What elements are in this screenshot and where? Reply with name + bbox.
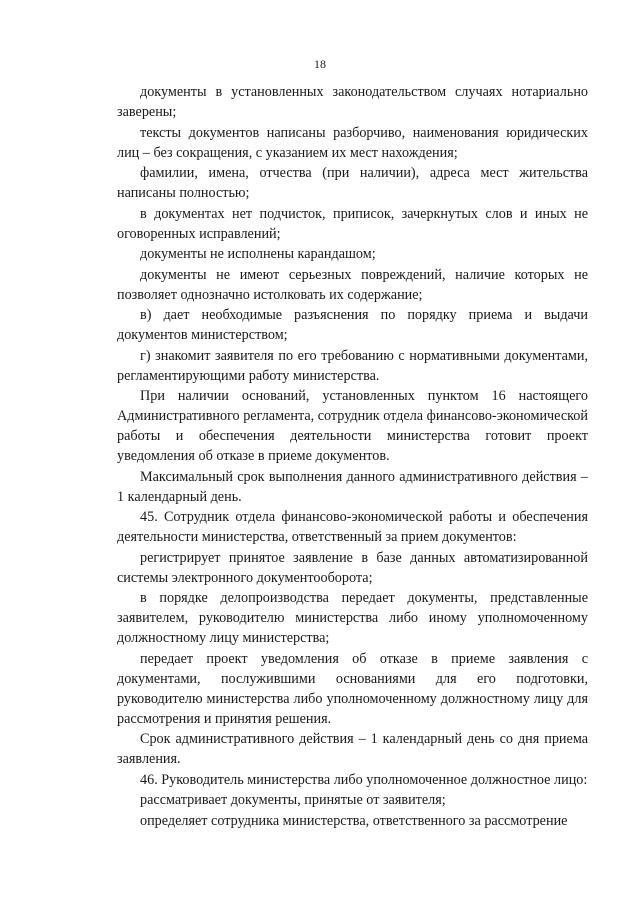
document-body xyxy=(117,82,588,831)
paragraph: в порядке делопроизводства передает документы, представленные заявителем, руководителю министерства либо иному уполномоченному должностному лицу министерства; xyxy=(117,590,588,646)
paragraph: документы не имеют серьезных повреждений, наличие которых не позволяет однозначно истолковать их содержание; xyxy=(117,266,588,303)
page-number: 18 xyxy=(314,57,326,71)
paragraph: документы не исполнены карандашом; xyxy=(140,246,376,262)
paragraph: передает проект уведомления об отказе в приеме заявления с документами, послужившими основаниями для его подготовки, руководителю министерства либо уполномоченному должностному лицу для рассмотрения и принятия решения. xyxy=(117,650,588,727)
paragraph: фамилии, имена, отчества (при наличии), адреса мест жительства написаны полностью; xyxy=(117,165,588,201)
paragraph: определяет сотрудника министерства, ответственного за рассмотрение xyxy=(140,812,568,829)
paragraph: в) дает необходимые разъяснения по порядку приема и выдачи документов министерством; xyxy=(117,307,588,343)
paragraph: регистрирует принятое заявление в базе данных автоматизированной системы электронного документооборота; xyxy=(117,549,588,586)
paragraph: Срок административного действия – 1 календарный день со дня приема заявления. xyxy=(117,731,588,767)
paragraph: рассматривает документы, принятые от заявителя; xyxy=(140,792,446,808)
paragraph: 45. Сотрудник отдела финансово-экономической работы и обеспечения деятельности министерства, ответственный за прием документов: xyxy=(117,509,588,545)
paragraph: документы в установленных законодательством случаях нотариально заверены; xyxy=(117,84,588,120)
paragraph: 46. Руководитель министерства либо уполномоченное должностное лицо: xyxy=(140,771,588,788)
paragraph: тексты документов написаны разборчиво, наименования юридических лиц – без сокращения, с указанием их мест нахождения; xyxy=(117,124,588,161)
paragraph: г) знакомит заявителя по его требованию с нормативными документами, регламентирующими работу министерства. xyxy=(117,347,588,384)
paragraph: Максимальный срок выполнения данного административного действия – 1 календарный день. xyxy=(117,468,588,505)
paragraph: в документах нет подчисток, приписок, зачеркнутых слов и иных не оговоренных исправлений; xyxy=(117,205,588,242)
paragraph: При наличии оснований, установленных пунктом 16 настоящего Административного регламента, сотрудник отдела финансово-экономической работы и обеспечения деятельности министерства готовит проект уведомления об отказе в приеме документов. xyxy=(117,388,588,464)
